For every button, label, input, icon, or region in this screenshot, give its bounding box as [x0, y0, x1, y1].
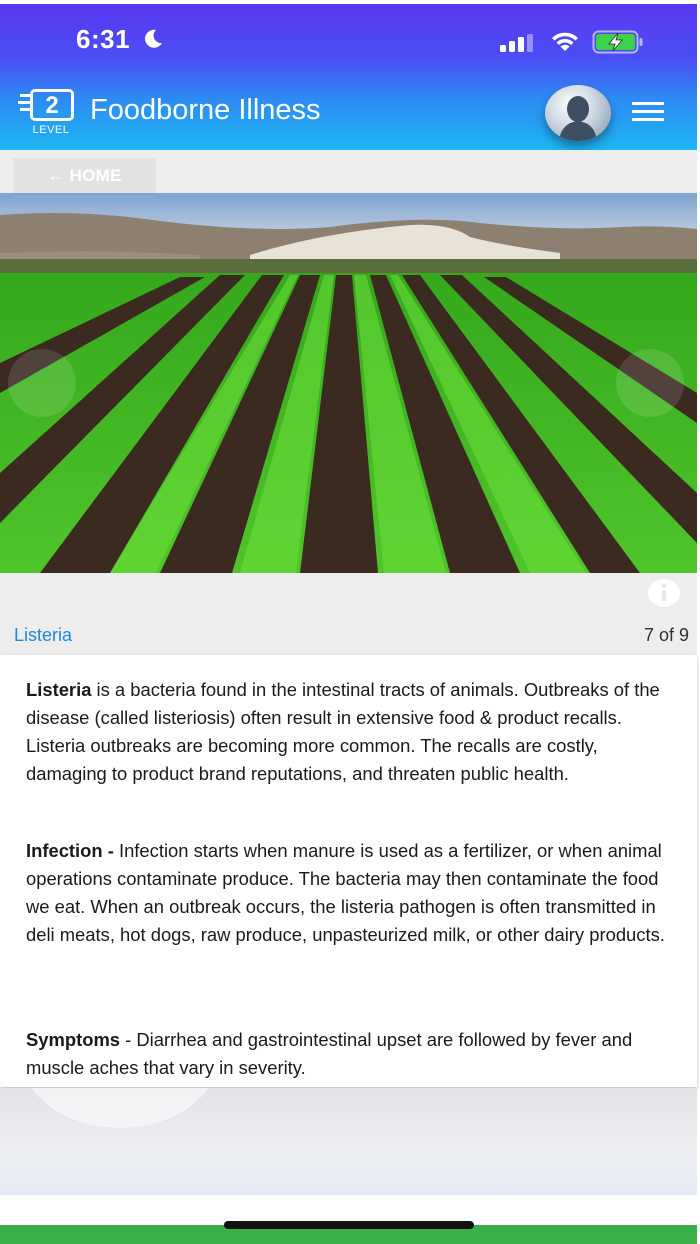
- status-time: 6:31: [76, 24, 131, 54]
- moon-icon: [142, 28, 164, 50]
- paragraph-heading: Symptoms: [26, 1029, 121, 1050]
- level-badge: [18, 86, 84, 140]
- decorative-arc: [20, 1088, 220, 1128]
- cellular-signal-icon: [500, 34, 536, 52]
- info-icon[interactable]: [647, 578, 681, 608]
- battery-charging-icon: [592, 30, 644, 54]
- level-label: LEVEL: [32, 124, 70, 136]
- paragraph-heading: Infection -: [26, 840, 114, 861]
- paragraph-text: is a bacteria found in the intestinal tracts of animals. Outbreaks of the disease (called listeriosis) often result in extensive food & product recalls. Listeria outbreaks are becoming more common. The recalls are costly, damaging to product brand reputations, and threaten public health.: [26, 679, 660, 784]
- content-card: [0, 655, 697, 1087]
- paragraph-symptoms: [26, 1026, 674, 1082]
- paragraph-text: Infection starts when manure is used as a fertilizer, or when animal operations contaminate produce. The bacteria may then contaminate the food we eat. When an outbreak occurs, the listeria pathogen is often transmitted in deli meats, hot dogs, raw produce, unpasteurized milk, or other dairy products.: [26, 840, 665, 945]
- page-counter: 7 of 9: [643, 625, 689, 645]
- slide-image: [0, 193, 697, 573]
- home-button[interactable]: ← HOME: [13, 158, 156, 193]
- hamburger-menu-icon[interactable]: [632, 102, 664, 122]
- paragraph-text: - Diarrhea and gastrointestinal upset are followed by fever and muscle aches that vary in severity.: [26, 1029, 633, 1078]
- bottom-background: [0, 1088, 697, 1195]
- app-title: Foodborne Illness: [90, 94, 321, 126]
- home-indicator[interactable]: [224, 1221, 474, 1229]
- wifi-icon: [550, 30, 580, 52]
- level-number: 2: [30, 89, 74, 121]
- paragraph-listeria: [26, 676, 674, 788]
- level-badge-icon: [18, 92, 30, 116]
- topic-title: Listeria: [14, 625, 73, 645]
- paragraph-heading: Listeria: [26, 679, 92, 700]
- paragraph-infection: [26, 837, 674, 949]
- app-header: [0, 4, 697, 150]
- avatar[interactable]: [545, 85, 611, 141]
